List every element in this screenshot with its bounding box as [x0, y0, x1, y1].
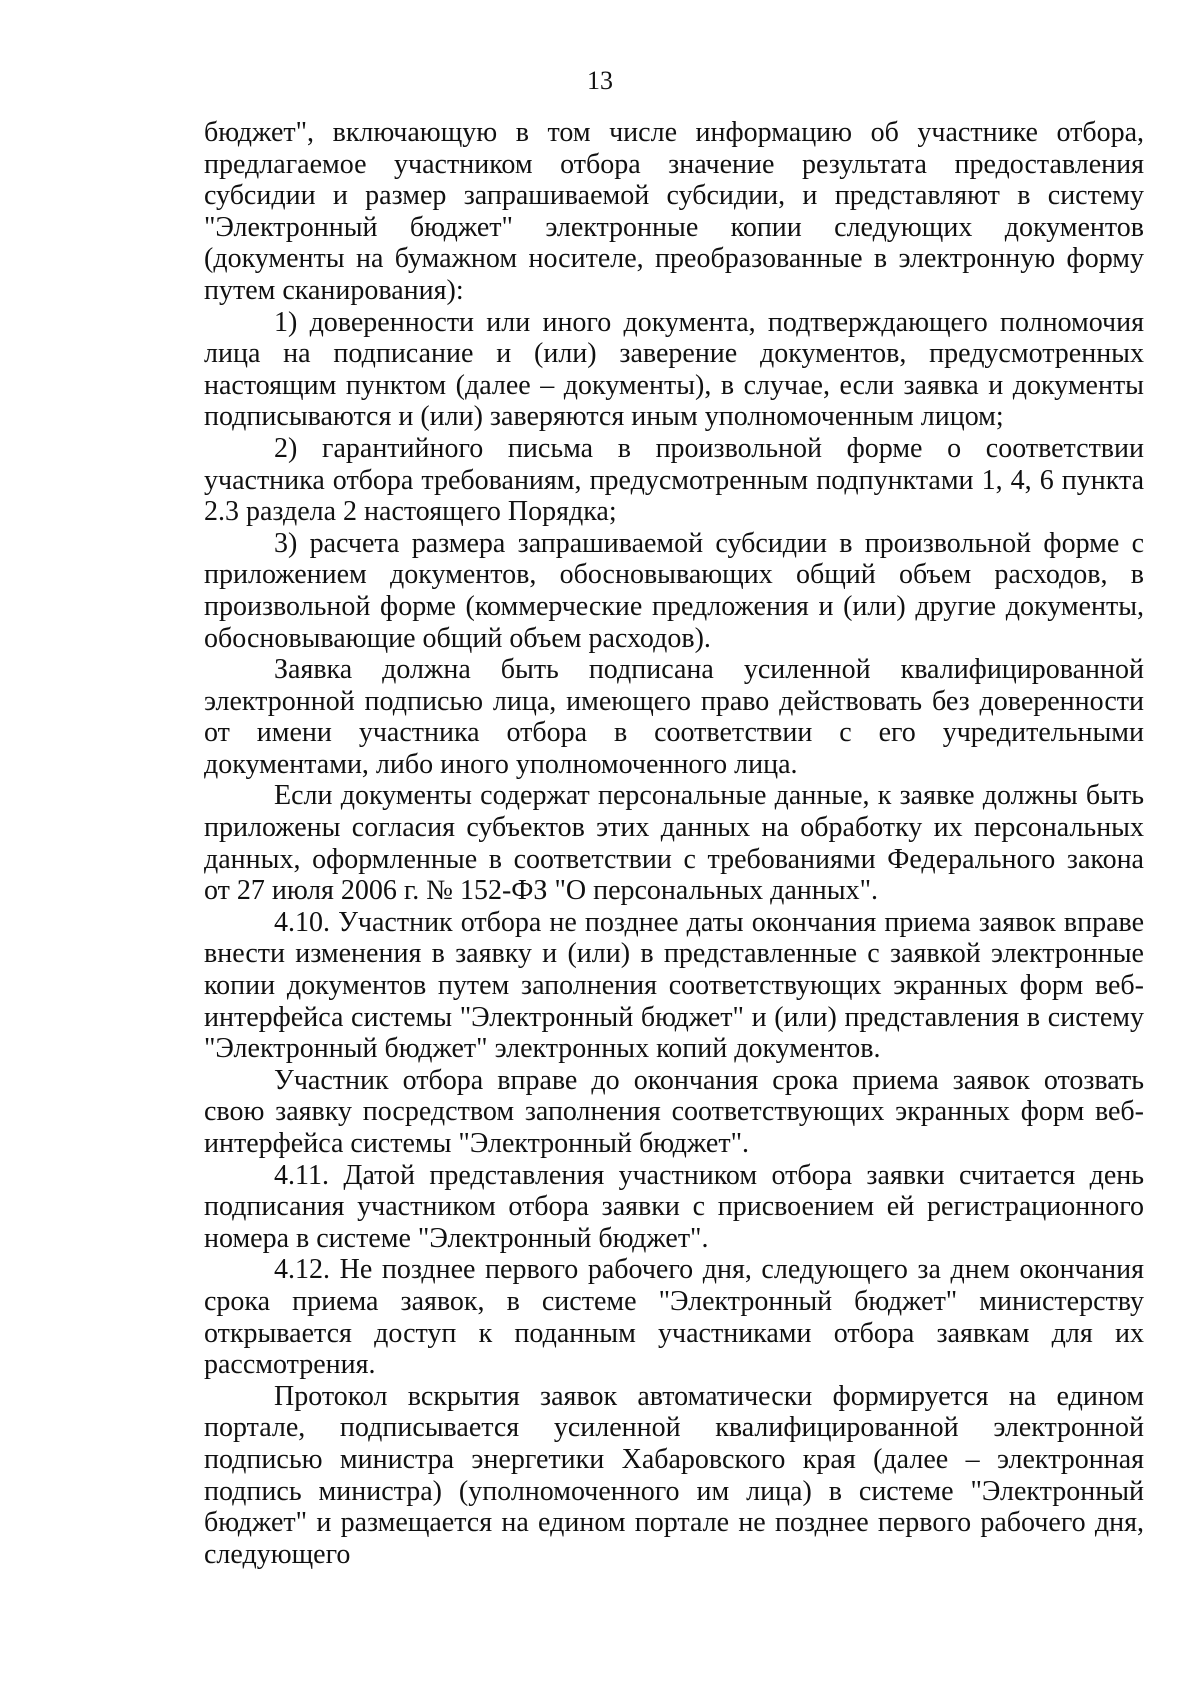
- document-body: [204, 117, 1144, 1570]
- paragraph-4-12: 4.12. Не позднее первого рабочего дня, следующего за днем окончания срока приема заявок, в системе "Электронный бюджет" министерству открывается доступ к поданным участниками отбора заявкам для их рассмотрения.: [204, 1254, 1144, 1381]
- paragraph-item-2: 2) гарантийного письма в произвольной форме о соответствии участника отбора требованиям, предусмотренным подпунктами 1, 4, 6 пункта 2.3 раздела 2 настоящего Порядка;: [204, 432, 1144, 528]
- paragraph-continuation: бюджет", включающую в том числе информацию об участнике отбора, предлагаемое участником отбора значение результата предоставления субсидии и размер запрашиваемой субсидии, и представляют в систему "Электронный бюджет" электронные копии следующих документов (документы на бумажном носителе, преобразованные в электронную форму путем сканирования):: [204, 117, 1144, 306]
- paragraph-item-3: 3) расчета размера запрашиваемой субсидии в произвольной форме с приложением документов, обосновывающих общий объем расходов, в произвольной форме (коммерческие предложения и (или) другие документы, обосновывающие общий объем расходов).: [204, 527, 1144, 654]
- page-number: 13: [587, 66, 613, 95]
- paragraph-protocol: Протокол вскрытия заявок автоматически формируется на едином портале, подписывается усиленной квалифицированной электронной подписью министра энергетики Хабаровского края (далее – электронная подпись министра) (уполномоченного им лица) в системе "Электронный бюджет" и размещается на едином портале не позднее первого рабочего дня, следующего: [204, 1380, 1144, 1570]
- paragraph-4-11: 4.11. Датой представления участником отбора заявки считается день подписания участником отбора заявки с присвоением ей регистрационного номера в системе "Электронный бюджет".: [204, 1159, 1144, 1254]
- paragraph-signature: Заявка должна быть подписана усиленной квалифицированной электронной подписью лица, имеющего право действовать без доверенности от имени участника отбора в соответствии с его учредительными документами, либо иного уполномоченного лица.: [204, 654, 1144, 780]
- paragraph-item-1: 1) доверенности или иного документа, подтверждающего полномочия лица на подписание и (или) заверение документов, предусмотренных настоящим пунктом (далее – документы), в случае, если заявка и документы подписываются и (или) заверяются иным уполномоченным лицом;: [204, 306, 1144, 433]
- paragraph-withdraw: Участник отбора вправе до окончания срока приема заявок отозвать свою заявку посредством заполнения соответствующих экранных форм веб-интерфейса системы "Электронный бюджет".: [204, 1064, 1144, 1159]
- paragraph-4-10: 4.10. Участник отбора не позднее даты окончания приема заявок вправе внести изменения в заявку и (или) в представленные с заявкой электронные копии документов путем заполнения соответствующих экранных форм веб-интерфейса системы "Электронный бюджет" и (или) представления в систему "Электронный бюджет" электронных копий документов.: [204, 906, 1144, 1065]
- paragraph-personal-data: Если документы содержат персональные данные, к заявке должны быть приложены согласия субъектов этих данных на обработку их персональных данных, оформленные в соответствии с требованиями Федерального закона от 27 июля 2006 г. № 152-ФЗ "О персональных данных".: [204, 780, 1144, 907]
